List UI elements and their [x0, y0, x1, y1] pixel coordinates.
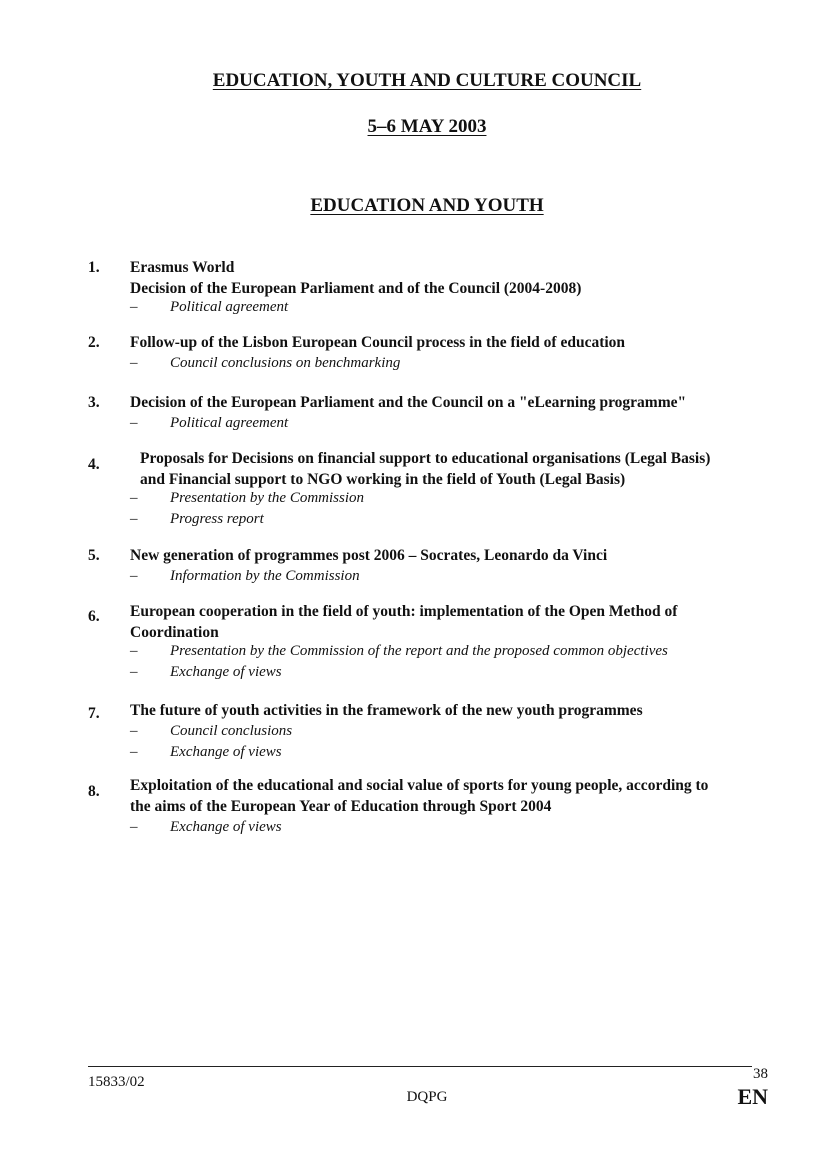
item-number: 1. — [88, 259, 100, 276]
item-title — [140, 448, 780, 490]
language-code: EN — [737, 1084, 768, 1109]
item-title-line: Coordination — [130, 624, 219, 641]
dash-marker: – — [130, 723, 138, 739]
document-reference: 15833/02 — [88, 1074, 145, 1090]
meeting-date: 5–6 MAY 2003 — [367, 116, 487, 137]
item-number: 2. — [88, 334, 100, 351]
item-title-line: Decision of the European Parliament and of the Council (2004-2008) — [130, 280, 582, 297]
item-title — [130, 601, 770, 643]
item-number: 3. — [88, 394, 100, 411]
section-heading: EDUCATION AND YOUTH — [310, 195, 544, 216]
dash-marker: – — [130, 568, 138, 584]
dash-marker: – — [130, 664, 138, 680]
footer-divider — [88, 1066, 752, 1067]
item-subpoint — [130, 641, 668, 662]
subpoint-text: Presentation by the Commission — [170, 490, 365, 506]
item-subpoint — [130, 297, 288, 318]
item-title-line: The future of youth activities in the framework of the new youth programmes — [130, 702, 643, 719]
subpoint-text: Political agreement — [170, 415, 289, 431]
item-subpoint — [130, 488, 364, 509]
subpoint-text: Political agreement — [170, 299, 289, 315]
item-number: 7. — [88, 705, 100, 722]
item-subpoint — [130, 353, 400, 374]
item-title-line: New generation of programmes post 2006 – Socrates, Leonardo da Vinci — [130, 547, 608, 564]
item-title — [130, 257, 770, 299]
item-title — [130, 392, 770, 413]
dash-marker: – — [130, 744, 138, 760]
subpoint-text: Presentation by the Commission of the report and the proposed common objectives — [170, 643, 668, 659]
item-title-line: the aims of the European Year of Education through Sport 2004 — [130, 798, 552, 815]
item-subpoint — [130, 721, 292, 742]
item-subpoint — [130, 509, 264, 530]
item-title-line: European cooperation in the field of youth: implementation of the Open Method of — [130, 603, 678, 620]
subpoint-text: Progress report — [170, 511, 264, 527]
item-title-line: Exploitation of the educational and social value of sports for young people, according to — [130, 777, 709, 794]
item-subpoint — [130, 413, 288, 434]
item-title-line: Follow-up of the Lisbon European Council process in the field of education — [130, 334, 626, 351]
item-number: 5. — [88, 547, 100, 564]
dash-marker: – — [130, 490, 138, 506]
department-code: DQPG — [406, 1089, 448, 1105]
subpoint-text: Exchange of views — [170, 664, 282, 680]
item-subpoint — [130, 742, 282, 763]
item-subpoint — [130, 566, 360, 587]
subpoint-text: Exchange of views — [170, 819, 282, 835]
subpoint-text: Council conclusions on benchmarking — [170, 355, 401, 371]
item-number: 4. — [88, 456, 100, 473]
item-number: 6. — [88, 608, 100, 625]
dash-marker: – — [130, 355, 138, 371]
item-subpoint — [130, 817, 282, 838]
document-title: EDUCATION, YOUTH AND CULTURE COUNCIL — [212, 70, 642, 91]
item-subpoint — [130, 662, 282, 683]
page-number: 38 — [753, 1066, 768, 1082]
item-title — [130, 700, 770, 721]
item-number: 8. — [88, 783, 100, 800]
dash-marker: – — [130, 643, 138, 659]
subpoint-text: Exchange of views — [170, 744, 282, 760]
dash-marker: – — [130, 415, 138, 431]
dash-marker: – — [130, 819, 138, 835]
dash-marker: – — [130, 511, 138, 527]
subpoint-text: Council conclusions — [170, 723, 293, 739]
subpoint-text: Information by the Commission — [170, 568, 360, 584]
item-title — [130, 545, 770, 566]
item-title-line: Proposals for Decisions on financial support to educational organisations (Legal Basis) — [140, 450, 711, 467]
item-title-line: Erasmus World — [130, 259, 235, 276]
item-title — [130, 775, 770, 817]
dash-marker: – — [130, 299, 138, 315]
item-title-line: and Financial support to NGO working in the field of Youth (Legal Basis) — [140, 471, 626, 488]
item-title-line: Decision of the European Parliament and the Council on a "eLearning programme" — [130, 394, 687, 411]
item-title — [130, 332, 770, 353]
